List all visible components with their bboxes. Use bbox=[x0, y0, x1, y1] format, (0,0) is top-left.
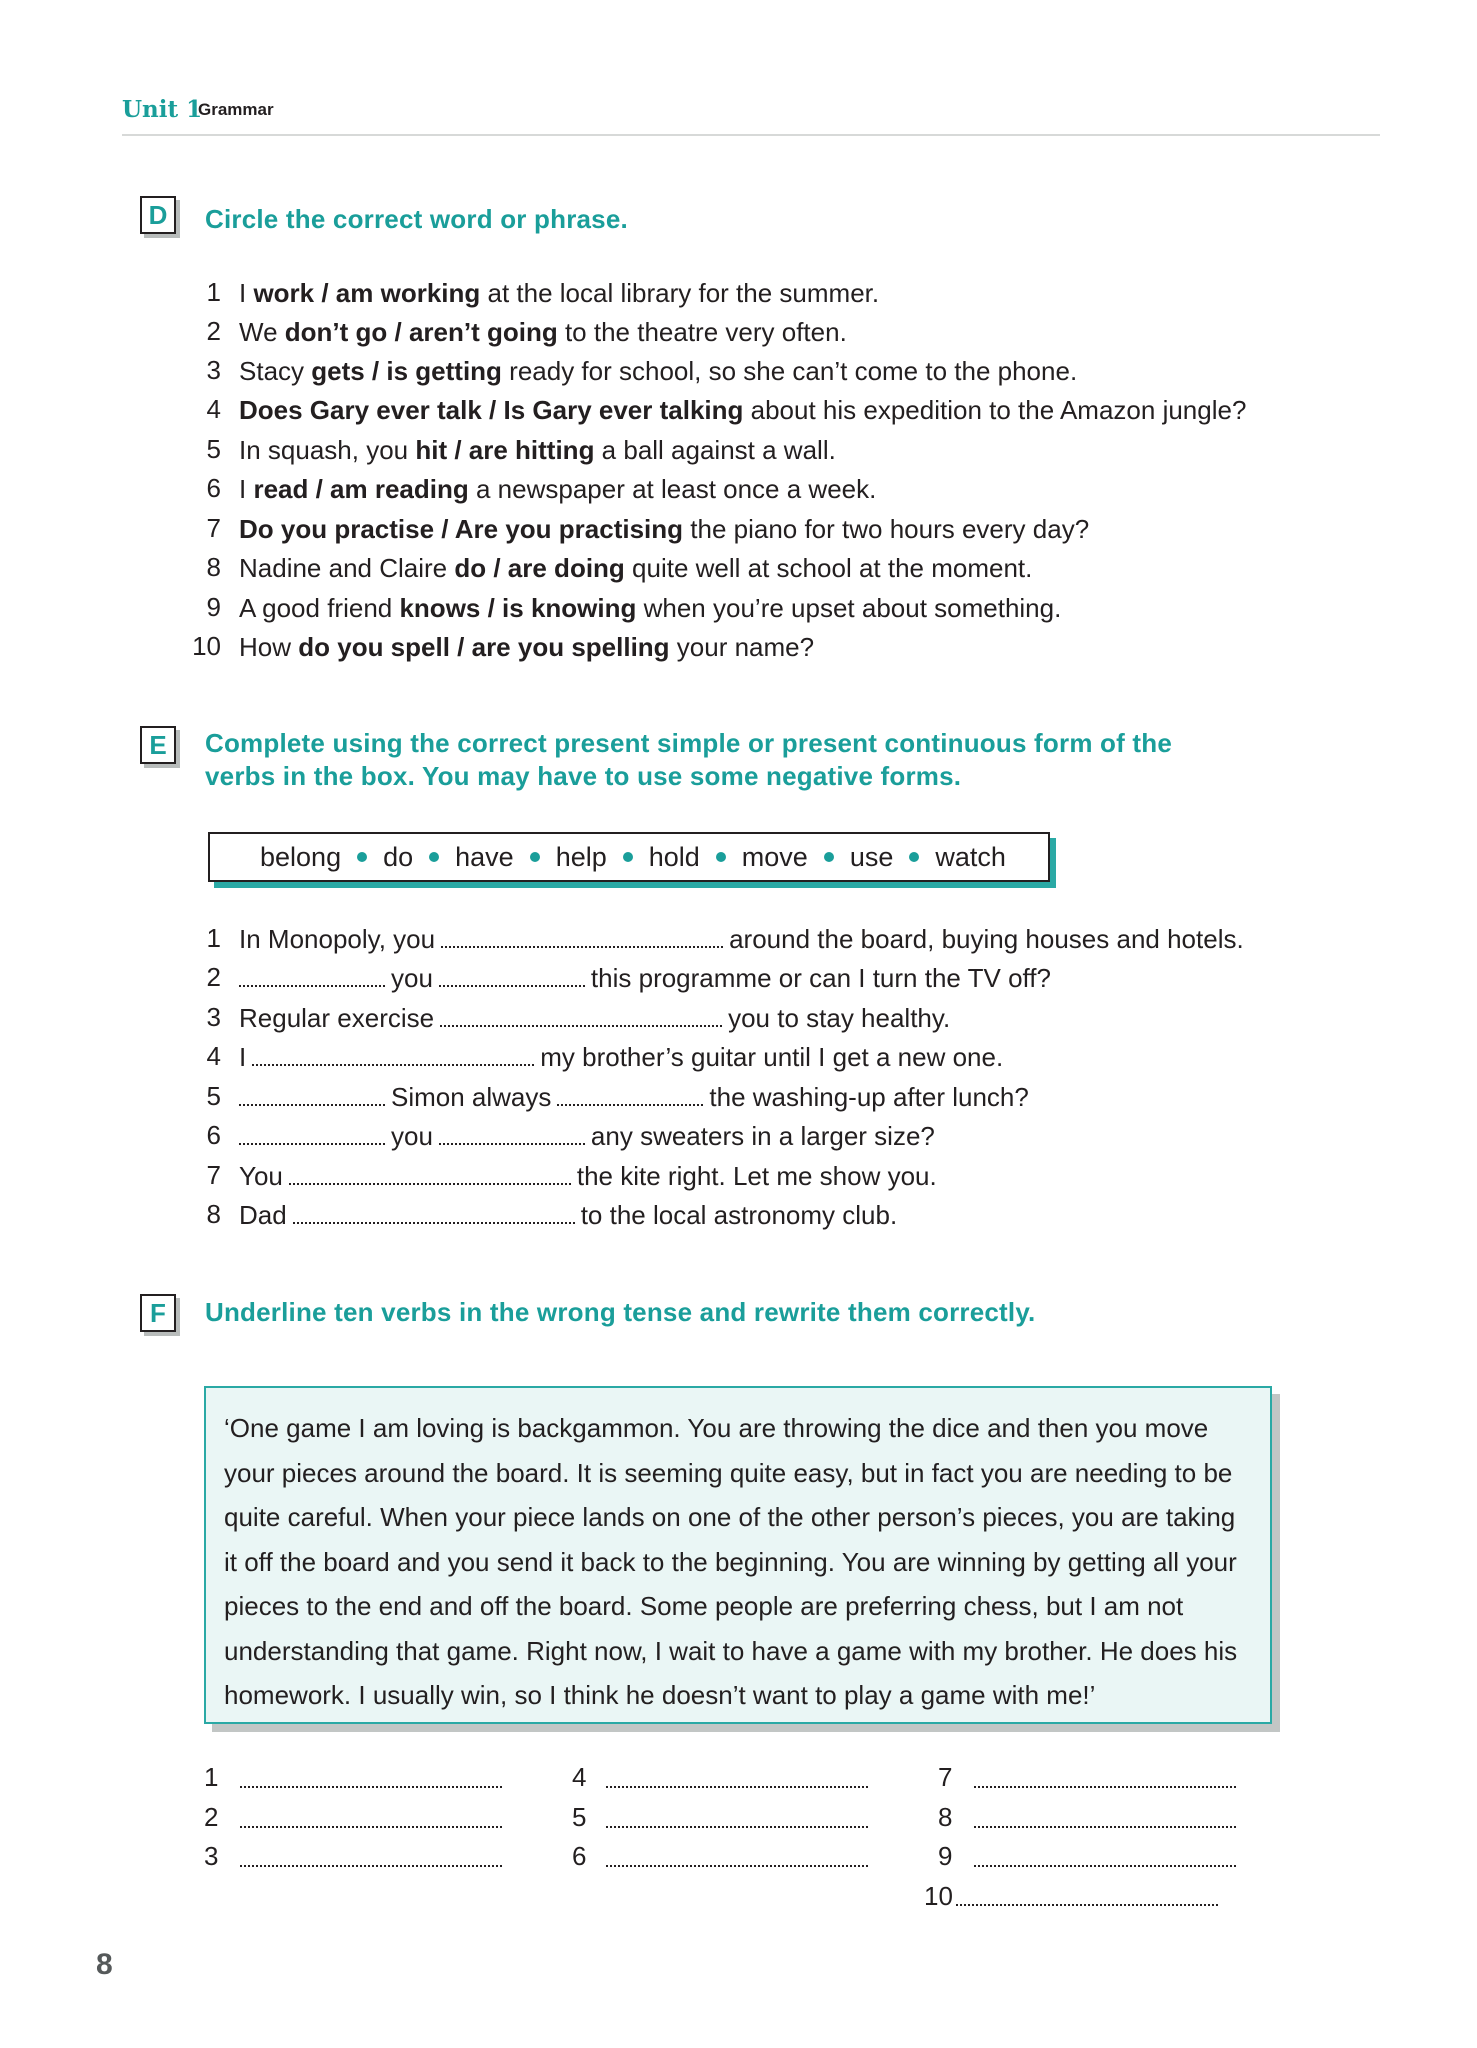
item-text: a newspaper at least once a week. bbox=[468, 474, 877, 504]
answer-number: 4 bbox=[572, 1762, 587, 1792]
exercise-d-item bbox=[239, 315, 847, 349]
item-number: 8 bbox=[206, 1199, 221, 1229]
exercise-e-item bbox=[239, 1159, 937, 1193]
bullet-icon bbox=[623, 852, 633, 862]
answer-blank[interactable] bbox=[439, 961, 585, 987]
exercise-e-item bbox=[239, 1040, 1003, 1074]
item-text: the washing-up after lunch? bbox=[709, 1082, 1029, 1112]
exercise-d-item bbox=[239, 551, 1032, 585]
text-line[interactable]: pieces to the end and off the board. Some people are preferring chess, but I am not bbox=[224, 1591, 1184, 1621]
answer-number: 2 bbox=[204, 1802, 219, 1832]
reading-text-box bbox=[204, 1386, 1272, 1724]
answer-blank[interactable] bbox=[441, 922, 723, 948]
item-number: 2 bbox=[206, 316, 221, 346]
answer-blank[interactable] bbox=[606, 1865, 868, 1867]
item-text: the kite right. Let me show you. bbox=[576, 1161, 937, 1191]
section-label: Grammar bbox=[198, 100, 274, 119]
item-number: 7 bbox=[206, 1160, 221, 1190]
item-number: 1 bbox=[206, 923, 221, 953]
answer-blank[interactable] bbox=[240, 1786, 502, 1788]
item-text: to the theatre very often. bbox=[557, 317, 847, 347]
item-text: my brother’s guitar until I get a new one. bbox=[540, 1042, 1004, 1072]
page-header bbox=[122, 94, 1380, 136]
item-text: I bbox=[239, 1042, 247, 1072]
item-text: I bbox=[239, 278, 254, 308]
item-number: 7 bbox=[206, 513, 221, 543]
answer-number: 7 bbox=[938, 1762, 953, 1792]
answer-blank[interactable] bbox=[439, 1119, 585, 1145]
text-line[interactable]: ‘One game I am loving is backgammon. You are throwing the dice and then you move bbox=[224, 1413, 1209, 1443]
item-text: quite well at school at the moment. bbox=[624, 553, 1033, 583]
exercise-d-item bbox=[239, 512, 1089, 546]
section-e-instruction-line2: verbs in the box. You may have to use some negative forms. bbox=[205, 761, 962, 791]
word-box-item: move bbox=[741, 842, 808, 872]
item-text: ready for school, so she can’t come to the phone. bbox=[501, 356, 1078, 386]
answer-number: 3 bbox=[204, 1841, 219, 1871]
item-text: your name? bbox=[669, 632, 815, 662]
text-line[interactable]: quite careful. When your piece lands on one of the other person’s pieces, you are taking bbox=[224, 1502, 1236, 1532]
answer-blank[interactable] bbox=[956, 1904, 1218, 1906]
answer-number: 10 bbox=[924, 1881, 953, 1911]
item-text: about his expedition to the Amazon jungle? bbox=[743, 395, 1247, 425]
item-text: Regular exercise bbox=[239, 1003, 435, 1033]
answer-number: 9 bbox=[938, 1841, 953, 1871]
item-text: you to stay healthy. bbox=[728, 1003, 951, 1033]
choice-phrase[interactable]: do / are doing bbox=[454, 553, 625, 583]
answer-blank[interactable] bbox=[606, 1826, 868, 1828]
item-number: 10 bbox=[192, 631, 221, 661]
item-text: you bbox=[391, 963, 433, 993]
answer-number: 8 bbox=[938, 1802, 953, 1832]
page-number: 8 bbox=[96, 1948, 113, 1981]
text-line[interactable]: your pieces around the board. It is seeming quite easy, but in fact you are needing to be bbox=[224, 1457, 1233, 1488]
exercise-d-item bbox=[239, 472, 876, 506]
item-text: I bbox=[239, 474, 254, 504]
item-text: at the local library for the summer. bbox=[480, 278, 880, 308]
answer-blank[interactable] bbox=[293, 1198, 575, 1224]
choice-phrase[interactable]: work / am working bbox=[253, 278, 481, 308]
bullet-icon bbox=[357, 852, 367, 862]
exercise-e-item bbox=[239, 961, 1051, 995]
answer-blank[interactable] bbox=[974, 1865, 1236, 1867]
item-text: Dad bbox=[239, 1200, 287, 1230]
item-text: a ball against a wall. bbox=[594, 435, 836, 465]
word-box-item: do bbox=[383, 842, 414, 872]
text-line[interactable]: understanding that game. Right now, I wait to have a game with my brother. He does his bbox=[224, 1635, 1238, 1666]
item-text: this programme or can I turn the TV off? bbox=[590, 963, 1051, 993]
item-number: 8 bbox=[206, 552, 221, 582]
section-d-letter: D bbox=[140, 196, 176, 234]
item-number: 1 bbox=[206, 277, 221, 307]
section-f-letter: F bbox=[140, 1294, 176, 1332]
item-number: 2 bbox=[206, 962, 221, 992]
answer-blank[interactable] bbox=[440, 1001, 722, 1027]
answer-blank[interactable] bbox=[606, 1786, 868, 1788]
section-d-instruction: Circle the correct word or phrase. bbox=[205, 204, 628, 234]
choice-phrase[interactable]: read / am reading bbox=[253, 474, 469, 504]
choice-phrase[interactable]: gets / is getting bbox=[311, 356, 502, 386]
item-number: 3 bbox=[206, 355, 221, 385]
exercise-e-item bbox=[239, 1080, 1029, 1114]
word-box-item: hold bbox=[648, 842, 700, 872]
unit-label: Unit 1 bbox=[122, 96, 203, 123]
choice-phrase[interactable]: Do you practise / Are you practising bbox=[239, 514, 684, 544]
item-text: In squash, you bbox=[239, 435, 416, 465]
choice-phrase[interactable]: knows / is knowing bbox=[399, 593, 637, 623]
text-line[interactable]: homework. I usually win, so I think he doesn’t want to play a game with me!’ bbox=[224, 1680, 1096, 1710]
answer-blank[interactable] bbox=[239, 961, 385, 987]
bullet-icon bbox=[530, 852, 540, 862]
item-number: 5 bbox=[206, 1081, 221, 1111]
exercise-e-item bbox=[239, 1001, 950, 1035]
item-number: 3 bbox=[206, 1002, 221, 1032]
item-text: A good friend bbox=[239, 593, 400, 623]
exercise-e-item bbox=[239, 922, 1244, 956]
exercise-d-item bbox=[239, 433, 836, 467]
choice-phrase[interactable]: do you spell / are you spelling bbox=[298, 632, 670, 662]
item-text: any sweaters in a larger size? bbox=[590, 1121, 935, 1151]
answer-number: 1 bbox=[204, 1762, 219, 1792]
word-box-item: belong bbox=[260, 842, 342, 872]
section-e-letter: E bbox=[140, 726, 176, 764]
answer-blank[interactable] bbox=[289, 1159, 571, 1185]
item-text: when you’re upset about something. bbox=[636, 593, 1062, 623]
bullet-icon bbox=[429, 852, 439, 862]
answer-blank[interactable] bbox=[239, 1080, 385, 1106]
word-box-item: have bbox=[455, 842, 514, 872]
answer-blank[interactable] bbox=[239, 1119, 385, 1145]
item-text: You bbox=[239, 1161, 283, 1191]
bullet-icon bbox=[716, 852, 726, 862]
answer-blank[interactable] bbox=[240, 1865, 502, 1867]
word-box bbox=[208, 832, 1050, 882]
answer-blank[interactable] bbox=[240, 1826, 502, 1828]
bullet-icon bbox=[824, 852, 834, 862]
choice-phrase[interactable]: hit / are hitting bbox=[415, 435, 595, 465]
section-f-instruction: Underline ten verbs in the wrong tense and rewrite them correctly. bbox=[205, 1297, 1036, 1327]
item-text: Nadine and Claire bbox=[239, 553, 455, 583]
exercise-e-item bbox=[239, 1198, 897, 1232]
choice-phrase[interactable]: Does Gary ever talk / Is Gary ever talking bbox=[239, 395, 744, 425]
item-text: We bbox=[239, 317, 285, 347]
item-number: 9 bbox=[206, 592, 221, 622]
item-number: 4 bbox=[206, 394, 221, 424]
item-text: Simon always bbox=[391, 1082, 552, 1112]
item-number: 5 bbox=[206, 434, 221, 464]
answer-blank[interactable] bbox=[252, 1040, 534, 1066]
bullet-icon bbox=[909, 852, 919, 862]
text-line[interactable]: it off the board and you send it back to the beginning. You are winning by getting all your bbox=[224, 1546, 1237, 1577]
answer-number: 6 bbox=[572, 1841, 587, 1871]
word-box-item: watch bbox=[935, 842, 1006, 872]
choice-phrase[interactable]: don’t go / aren’t going bbox=[284, 317, 558, 347]
answer-number: 5 bbox=[572, 1802, 587, 1832]
item-number: 4 bbox=[206, 1041, 221, 1071]
answer-blank[interactable] bbox=[974, 1826, 1236, 1828]
answer-blank[interactable] bbox=[557, 1080, 703, 1106]
item-text: the piano for two hours every day? bbox=[683, 514, 1090, 544]
item-text: Stacy bbox=[239, 356, 312, 386]
word-box-item: use bbox=[849, 842, 894, 872]
exercise-d-item bbox=[239, 393, 1246, 427]
word-box-item: help bbox=[555, 842, 607, 872]
exercise-e-item bbox=[239, 1119, 935, 1153]
item-text: How bbox=[239, 632, 299, 662]
item-text: In Monopoly, you bbox=[239, 924, 436, 954]
exercise-d-item bbox=[239, 354, 1077, 388]
item-text: you bbox=[391, 1121, 433, 1151]
answer-blank[interactable] bbox=[974, 1786, 1236, 1788]
exercise-d-item bbox=[239, 591, 1061, 625]
exercise-d-item bbox=[239, 276, 879, 310]
item-text: to the local astronomy club. bbox=[580, 1200, 898, 1230]
item-number: 6 bbox=[206, 1120, 221, 1150]
item-number: 6 bbox=[206, 473, 221, 503]
exercise-d-item bbox=[239, 630, 814, 664]
item-text: around the board, buying houses and hotels. bbox=[729, 924, 1244, 954]
section-e-instruction-line1: Complete using the correct present simple or present continuous form of the bbox=[205, 728, 1173, 758]
